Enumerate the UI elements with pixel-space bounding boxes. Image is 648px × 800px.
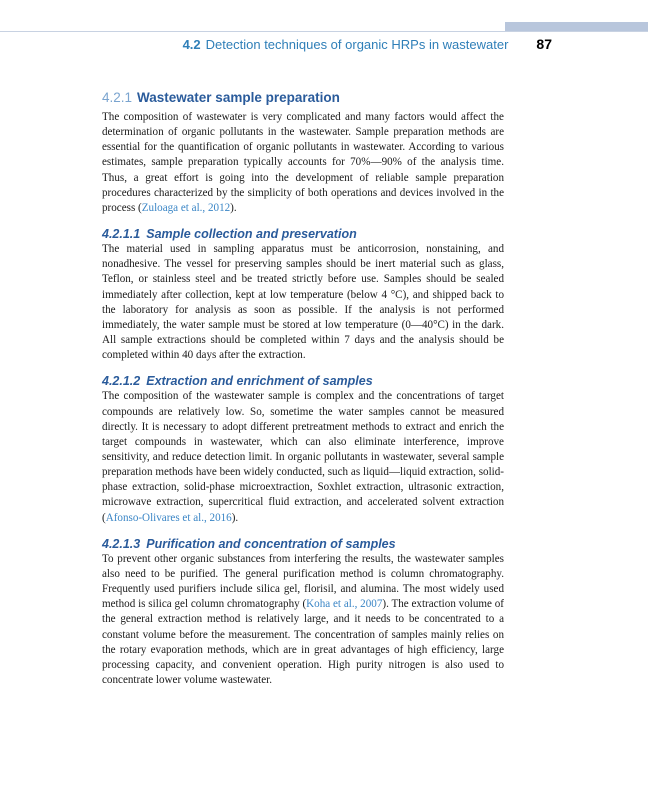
subsection-number: 4.2.1.1 [102, 227, 141, 242]
subsection-number: 4.2.1.2 [102, 374, 141, 389]
subsection-title: Extraction and enrichment of samples [146, 374, 373, 389]
header-rule [0, 31, 648, 32]
citation-link[interactable]: Afonso-Olivares et al., 2016 [105, 511, 232, 524]
running-head [102, 36, 552, 52]
subsection-text-after: ). [231, 511, 239, 524]
subsection-title: Sample collection and preservation [146, 227, 357, 242]
running-head-title: Detection techniques of organic HRPs in wastewater [205, 37, 509, 52]
section-heading [102, 90, 504, 105]
citation-link[interactable]: Zuloaga et al., 2012 [141, 201, 231, 214]
subsection-number: 4.2.1.3 [102, 536, 141, 551]
subsection-title: Purification and concentration of samples [146, 536, 396, 551]
subsection-paragraph [102, 242, 504, 363]
subsection-text-after: ). The extraction volume of the general extraction method is relatively large, and it needs to be concentrated to a constant volume before the measurement. The concentration of samples mainly relies on the rotary evaporation methods, which are in great advantages of high efficiency, large processing capacity, and convenient operation. High purity nitrogen is also used to concentrate lower volume wastewater. [102, 598, 504, 686]
header-accent-bar [505, 22, 648, 31]
subsection-text: To prevent other organic substances from interfering the results, the wastewater samples also need to be purified. The general purification method is column chromatography. Frequently used purifiers include silica gel, florisil, and alumina. The most widely used method is silica gel column chromatography ( [102, 552, 504, 611]
subsection-heading [102, 374, 504, 388]
page-number: 87 [536, 36, 552, 52]
subsection-paragraph [102, 552, 504, 688]
section-paragraph [102, 110, 504, 216]
running-head-section-number: 4.2 [182, 37, 201, 52]
citation-link[interactable]: Koha et al., 2007 [306, 598, 383, 611]
subsection-paragraph [102, 389, 504, 525]
subsection-text: The composition of the wastewater sample is complex and the concentrations of target compounds are relatively low. So, sometime the water samples cannot be measured directly. It is necessary to adopt different pretreatment methods to extract and enrich the target compounds in wastewater, which can also eliminate interference, improve sensitivity, and reduce detection limit. In organic pollutants in wastewater, several sample preparation methods have been widely conducted, such as liquid—liquid extraction, solid-phase extraction, solid-phase microextraction, Soxhlet extraction, ultrasonic extraction, microwave extraction, supercritical fluid extraction, and accelerated solvent extraction ( [102, 390, 504, 524]
section-title: Wastewater sample preparation [137, 90, 340, 105]
page-body [102, 90, 504, 688]
subsection-text: The material used in sampling apparatus must be anticorrosion, nonstaining, and nonadhesive. The vessel for preserving samples should be inert material such as glass, Teflon, or stainless steel and be treated strictly before use. Samples should be sealed immediately after collection, kept at low temperature (below 4 °C), and shipped back to the laboratory for analysis as soon as possible. If the analysis is not performed immediately, the water sample must be stored at low temperature (0—40°C) in the dark. All sample extractions should be completed within 7 days and the analysis should be completed within 40 days after the extraction. [102, 243, 504, 362]
section-number: 4.2.1 [102, 90, 133, 105]
section-paragraph-after: ). [230, 201, 237, 214]
section-paragraph-text: The composition of wastewater is very complicated and many factors would affect the determination of organic pollutants in the wastewater. Sample preparation methods are essential for the quantification of organic pollutants in wastewater. According to various estimates, sample preparation typically accounts for 70%—90% of the analysis time. Thus, a great effort is going into the development of reliable sample preparation procedures characterized by the simplicity of both operations and devices involved in the process ( [102, 111, 504, 214]
subsection-heading [102, 227, 504, 241]
subsection-heading [102, 537, 504, 551]
